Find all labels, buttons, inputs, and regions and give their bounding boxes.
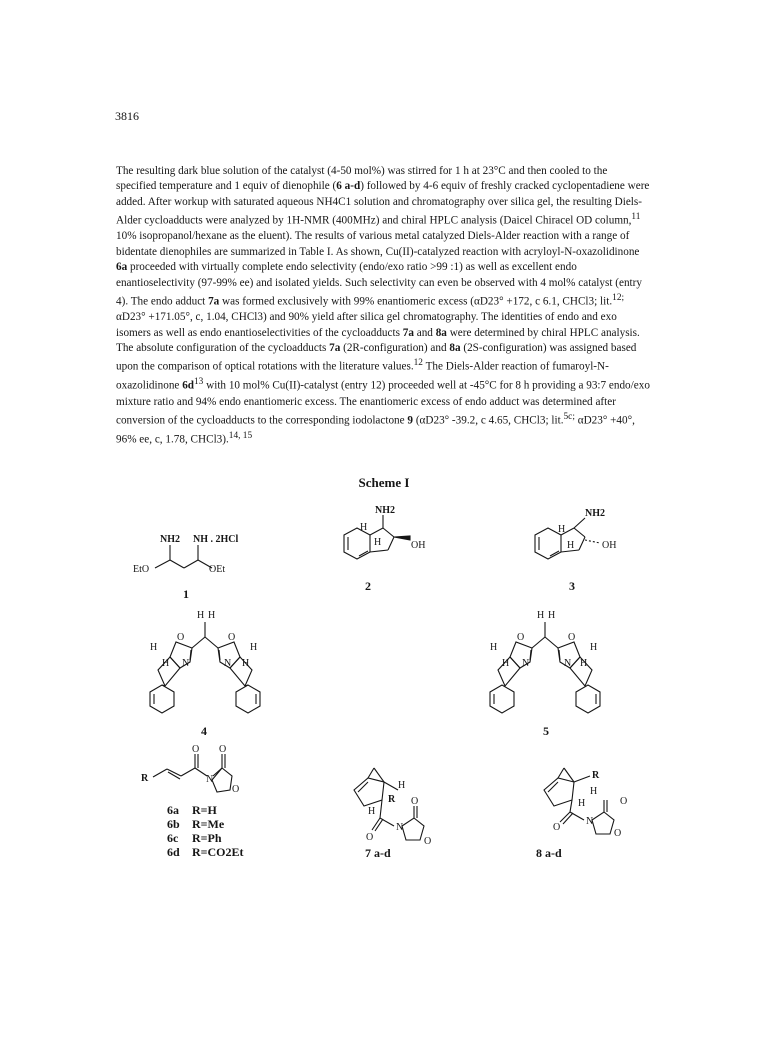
atom-label: H [558, 524, 566, 535]
atom-label: O [411, 796, 419, 807]
atom-label: N [182, 658, 190, 669]
atom-label: H [150, 642, 158, 653]
compound-ref: 6d [182, 380, 195, 393]
compound-6-structure [153, 754, 232, 792]
atom-label: H [490, 642, 498, 653]
atom-label: H [590, 642, 598, 653]
compound-label-2: 2 [365, 579, 371, 593]
compound-label-8: 8 a-d [536, 846, 562, 860]
text-run: The Diels-Alder reaction of fumaroyl-N-oxazolidinone [116, 361, 609, 393]
text-run: was formed exclusively with 99% enantiomeric excess (αD23° +172, c 6.1, CHCl3; lit. [219, 295, 613, 308]
citation: 12; [612, 292, 625, 303]
text-run: and [413, 326, 436, 339]
text-run: (αD23° -39.2, c 4.65, CHCl3; lit. [413, 414, 564, 427]
compound-ref: 7a [329, 341, 341, 354]
citation: 12 [413, 358, 423, 369]
atom-label: O [517, 632, 525, 643]
scheme-title: Scheme I [358, 475, 410, 490]
text-run: The resulting dark blue solution of the catalyst (4-50 mol%) was stirred for 1 h at 23°C and then cooled to the specified temperature and 1 equiv of dienophile ( [116, 165, 608, 193]
atom-label: H [162, 658, 170, 669]
atom-label: H [567, 540, 575, 551]
atom-label: O [228, 632, 236, 643]
r-group-value: R=Me [192, 817, 225, 831]
text-run: 1H-NMR (400MHz) and chiral HPLC analysis (Daicel Chiracel OD column, [286, 214, 632, 227]
atom-label: O [553, 822, 561, 833]
text-run: 10% isopropanol/hexane as the eluent). The results of various metal catalyzed Diels-Alder reaction with a range of bidentate dienophiles are summarized in Table I. As shown, Cu(II)-catalyzed reaction with acryloyl-N-oxazolidinone [116, 230, 640, 258]
atom-label: NH . 2HCl [193, 534, 239, 545]
text-run: (2R-configuration) and [340, 341, 450, 354]
text-run: ) followed by 4-6 equiv of freshly cracked cyclopentadiene were added. After workup with saturated aqueous NH4C1 solution and chromatography over silica gel, the resulting Diels-Alder cycloadducts were analyzed by [116, 180, 650, 227]
atom-label: R [141, 773, 149, 784]
compound-ref: 9 [407, 414, 414, 427]
atom-label: R [388, 794, 396, 805]
citation: 11 [631, 212, 641, 223]
compound-ref: 8a [435, 326, 447, 339]
atom-label: H [208, 610, 216, 621]
atom-label: EtO [133, 564, 150, 575]
compound-label-1: 1 [183, 587, 189, 601]
atom-label: H [374, 537, 382, 548]
atom-label: O [424, 836, 432, 847]
atom-label: O [219, 744, 227, 755]
atom-label: N [522, 658, 530, 669]
citation: 5c; [563, 412, 575, 423]
r-group-row [167, 803, 244, 817]
atom-label: O [232, 784, 240, 795]
atom-label: OH [602, 540, 617, 551]
atom-label: N [206, 774, 214, 785]
r-group-value: R=CO2Et [192, 845, 244, 859]
atom-label: OH [411, 540, 426, 551]
atom-label: H [548, 610, 556, 621]
atom-label: H [502, 658, 510, 669]
atom-label: H [360, 522, 368, 533]
r-group-label: 6c [167, 831, 179, 845]
atom-label: H [242, 658, 250, 669]
text-run: αD23° +171.05°, c, 1.04, CHCl3) and 90% yield after silica gel chromatography. The identities of endo and exo isomers as well as endo enantioselectivities of the cycloadducts [116, 311, 617, 339]
atom-label: H [590, 786, 598, 797]
compound-label-4: 4 [201, 724, 207, 738]
compound-ref: 8a [449, 341, 461, 354]
atom-label: H [398, 780, 406, 791]
atom-label: H [368, 806, 376, 817]
r-group-label: 6d [167, 845, 180, 859]
compound-ref: 6 a-d [336, 180, 361, 193]
atom-label: NH2 [375, 505, 395, 516]
atom-label: H [578, 798, 586, 809]
atom-label: O [192, 744, 200, 755]
compound-label-7: 7 a-d [365, 846, 391, 860]
text-run: were determined by chiral HPLC analysis. The absolute configuration of the cycloadducts [116, 326, 640, 354]
atom-label: O [366, 832, 374, 843]
atom-label: O [614, 828, 622, 839]
atom-label: O [568, 632, 576, 643]
atom-label: N [396, 822, 404, 833]
atom-label: H [197, 610, 205, 621]
text-run: proceeded with virtually complete endo selectivity (endo/exo ratio >99 :1) as well as excellent endo enantioselectivity (97-99% ee) and isolated yields. Such selectivity can even be observed with 4 mol% catalyst (entry 4). The endo adduct [116, 261, 642, 308]
compound-3-structure [535, 518, 600, 559]
page-number: 3816 [115, 109, 139, 123]
r-group-label: 6b [167, 817, 180, 831]
atom-label: N [586, 816, 594, 827]
compound-label-3: 3 [569, 579, 575, 593]
citation: 13 [194, 377, 204, 388]
compound-ref: 7a [402, 326, 414, 339]
atom-label: OEt [209, 564, 226, 575]
compound-label-5: 5 [543, 724, 549, 738]
atom-label: NH2 [585, 508, 605, 519]
r-group-value: R=H [192, 803, 217, 817]
compound-ref: 6a [116, 261, 128, 274]
atom-label: H [537, 610, 545, 621]
r-group-row [167, 817, 244, 831]
text-run: αD23° +40°, 96% ee, c, 1.78, CHCl3). [116, 414, 635, 446]
r-group-value: R=Ph [192, 831, 222, 845]
atom-label: N [224, 658, 232, 669]
atom-label: NH2 [160, 534, 180, 545]
compound-1-structure [155, 545, 212, 568]
atom-label: H [250, 642, 258, 653]
atom-label: N [564, 658, 572, 669]
citation: 14, 15 [228, 431, 253, 442]
atom-label: O [177, 632, 185, 643]
text-run: (2S-configuration) was assigned based upon the comparison of optical rotations with the literature values. [116, 341, 637, 374]
atom-label: R [592, 770, 600, 781]
atom-label: H [580, 658, 588, 669]
atom-label: O [620, 796, 628, 807]
r-group-list [167, 803, 244, 859]
compound-ref: 7a [208, 295, 220, 308]
r-group-row [167, 845, 244, 859]
r-group-label: 6a [167, 803, 179, 817]
text-run: with 10 mol% Cu(II)-catalyst (entry 12) proceeded well at -45°C for 8 h providing a 93:7 endo/exo mixture ratio and 94% endo enantiomeric excess. The enantiomeric excess of endo adduct was determined after conversion of the cycloadducts to the corresponding iodolactone [116, 380, 650, 427]
r-group-row [167, 831, 244, 845]
